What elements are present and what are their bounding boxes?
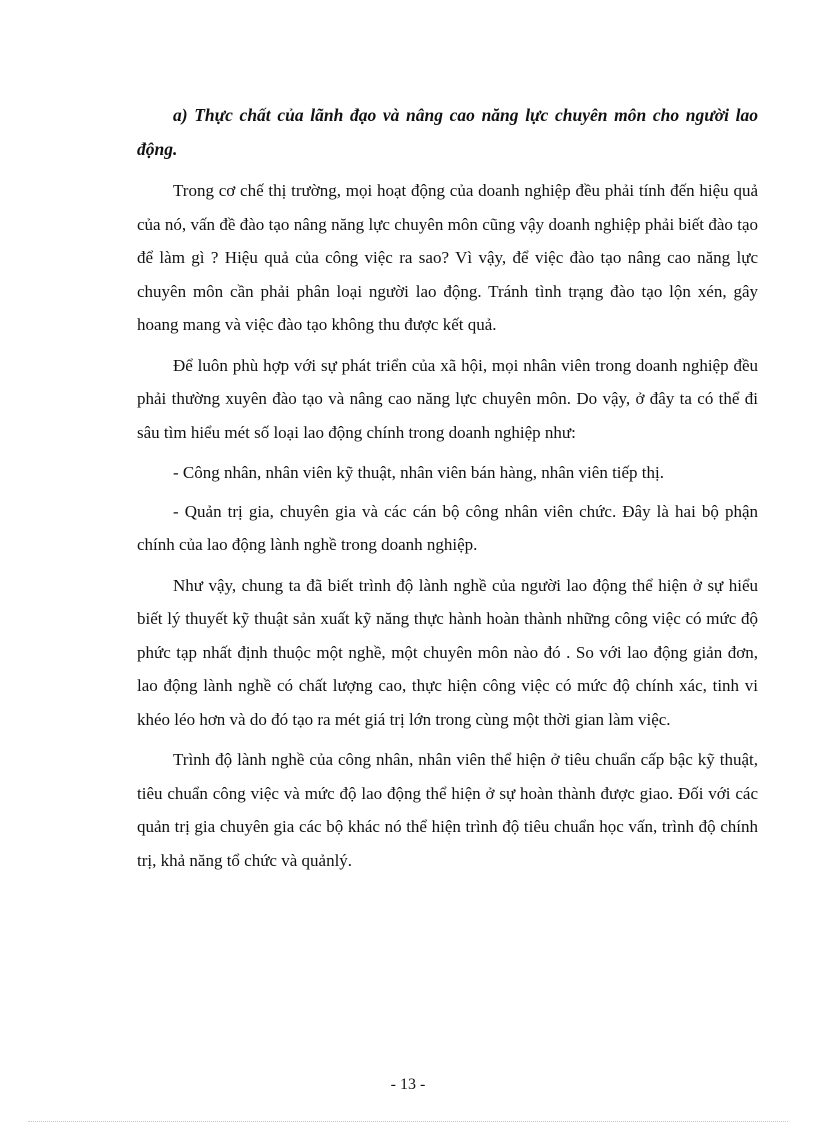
paragraph-skill-level: Như vậy, chung ta đã biết trình độ lành nghề của người lao động thể hiện ở sự hiểu biết lý thuyết kỹ thuật sản xuất kỹ năng thực hành hoàn thành những công việc có mức độ phức tạp nhất định thuộc một nghề, một chuyên môn nào đó . So với lao động giản đơn, lao động lành nghề có chất lượng cao, thực hiện công việc có mức độ chính xác, tinh vi khéo léo hơn và do đó tạo ra mét giá trị lớn trong cùng một thời gian làm việc. (137, 575, 758, 729)
list-item-workers: - Công nhân, nhân viên kỹ thuật, nhân viên bán hàng, nhân viên tiếp thị. (173, 463, 665, 482)
list-item-managers: - Quản trị gia, chuyên gia và các cán bộ công nhân viên chức. Đây là hai bộ phận chính của lao động lành nghề trong doanh nghiệp. (137, 501, 758, 554)
footer-divider (28, 1121, 788, 1122)
section-heading: a) Thực chất của lãnh đạo và nâng cao năng lực chuyên môn cho người lao động. (137, 105, 758, 159)
paragraph-social-development: Để luôn phù hợp với sự phát triển của xã hội, mọi nhân viên trong doanh nghiệp đều phải thường xuyên đào tạo và nâng cao năng lực chuyên môn. Do vậy, ở đây ta có thể đi sâu tìm hiểu mét số loại lao động chính trong doanh nghiệp như: (137, 355, 758, 442)
paragraph-skill-standards: Trình độ lành nghề của công nhân, nhân viên thể hiện ở tiêu chuẩn cấp bậc kỹ thuật, tiêu chuẩn công việc và mức độ lao động thể hiện ở sự hoàn thành được giao. Đối với các quản trị gia chuyên gia các bộ khác nó thể hiện trình độ tiêu chuẩn học vấn, trình độ chính trị, khả năng tổ chức và quảnlý. (137, 750, 758, 870)
page-body (137, 98, 758, 884)
page-number: - 13 - (390, 1076, 426, 1093)
paragraph-market-mechanism: Trong cơ chế thị trường, mọi hoạt động của doanh nghiệp đều phải tính đến hiệu quả của nó, vấn đề đào tạo nâng năng lực chuyên môn cũng vậy doanh nghiệp phải biết đào tạo để làm gì ? Hiệu quả của công việc ra sao? Vì vậy, để việc đào tạo nâng cao năng lực chuyên môn cần phải phân loại người lao động. Tránh tình trạng đào tạo lộn xén, gây hoang mang và việc đào tạo không thu được kết quả. (137, 181, 758, 334)
